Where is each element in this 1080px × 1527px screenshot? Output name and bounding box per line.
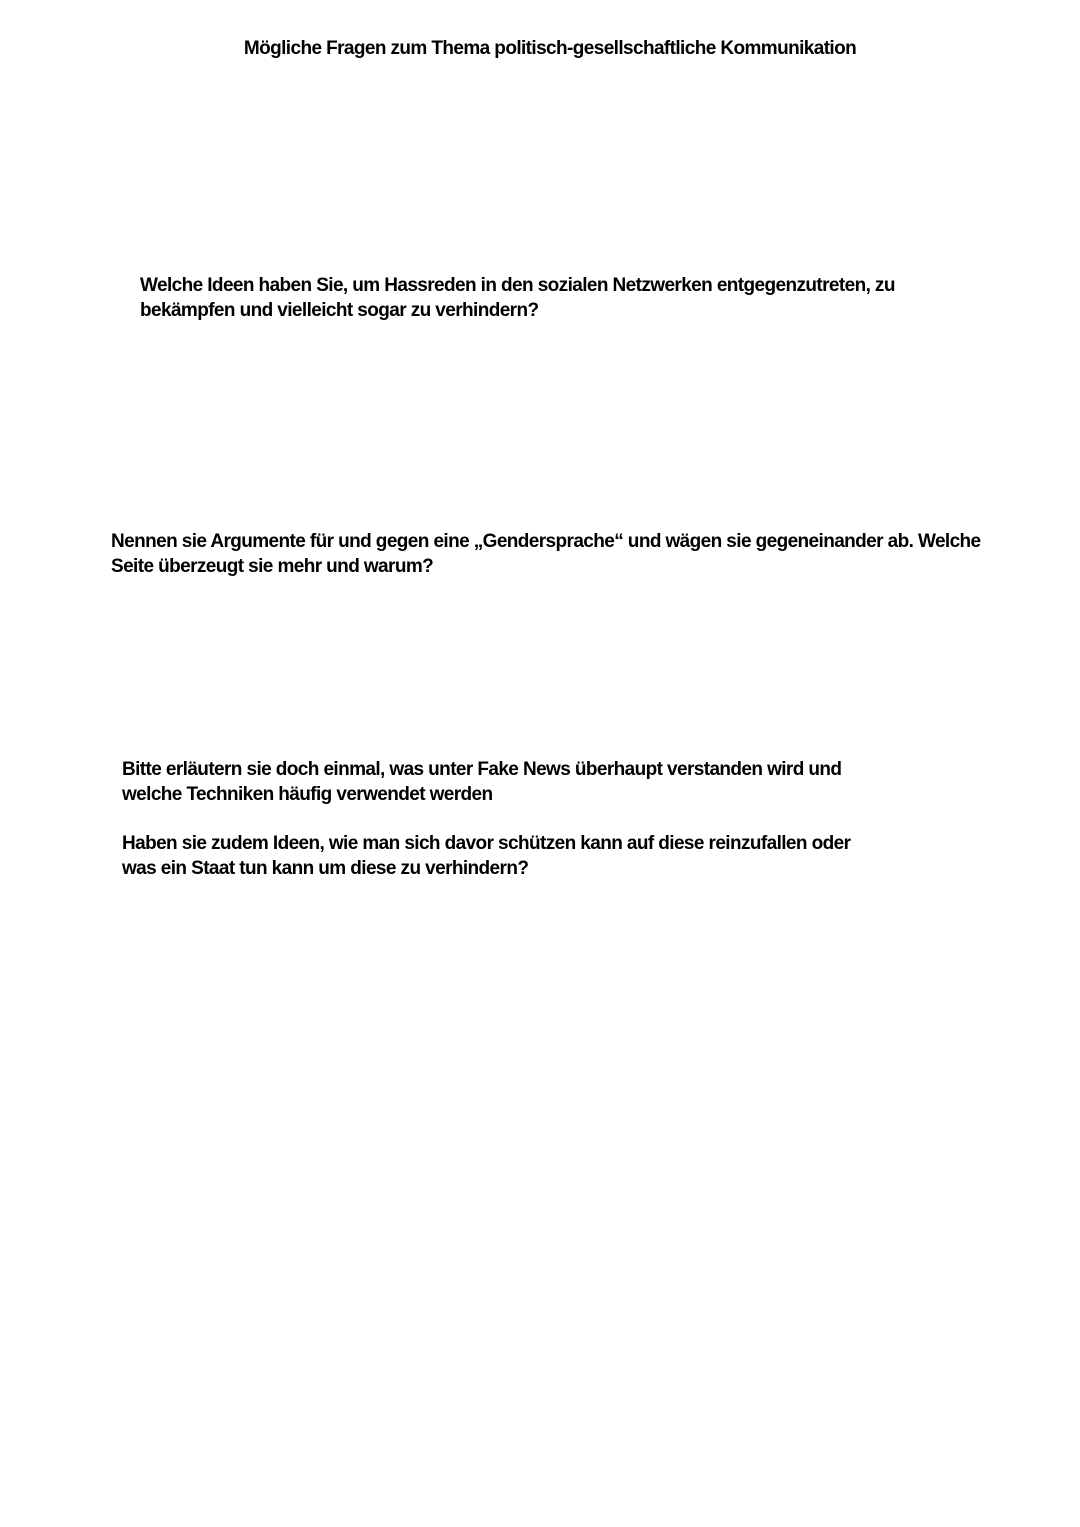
question-line: Haben sie zudem Ideen, wie man sich davor schützen kann auf diese reinzufallen oder [122, 833, 851, 854]
question-line: bekämpfen und vielleicht sogar zu verhindern? [140, 300, 539, 321]
question-gender-language [111, 529, 981, 579]
question-line: Bitte erläutern sie doch einmal, was unter Fake News überhaupt verstanden wird und [122, 759, 842, 780]
question-line: Welche Ideen haben Sie, um Hassreden in den sozialen Netzwerken entgegenzutreten, zu [140, 275, 895, 296]
question-line: Nennen sie Argumente für und gegen eine „Gendersprache“ und wägen sie gegeneinander ab. Welche [111, 531, 981, 552]
page-title: Mögliche Fragen zum Thema politisch-gesellschaftliche Kommunikation [243, 38, 857, 59]
question-line: welche Techniken häufig verwendet werden [122, 784, 493, 805]
question-hate-speech [140, 273, 895, 323]
question-fake-news-protection [122, 831, 850, 881]
question-line: Seite überzeugt sie mehr und warum? [111, 556, 434, 577]
question-line: was ein Staat tun kann um diese zu verhindern? [122, 858, 529, 879]
question-fake-news-definition [122, 757, 841, 807]
